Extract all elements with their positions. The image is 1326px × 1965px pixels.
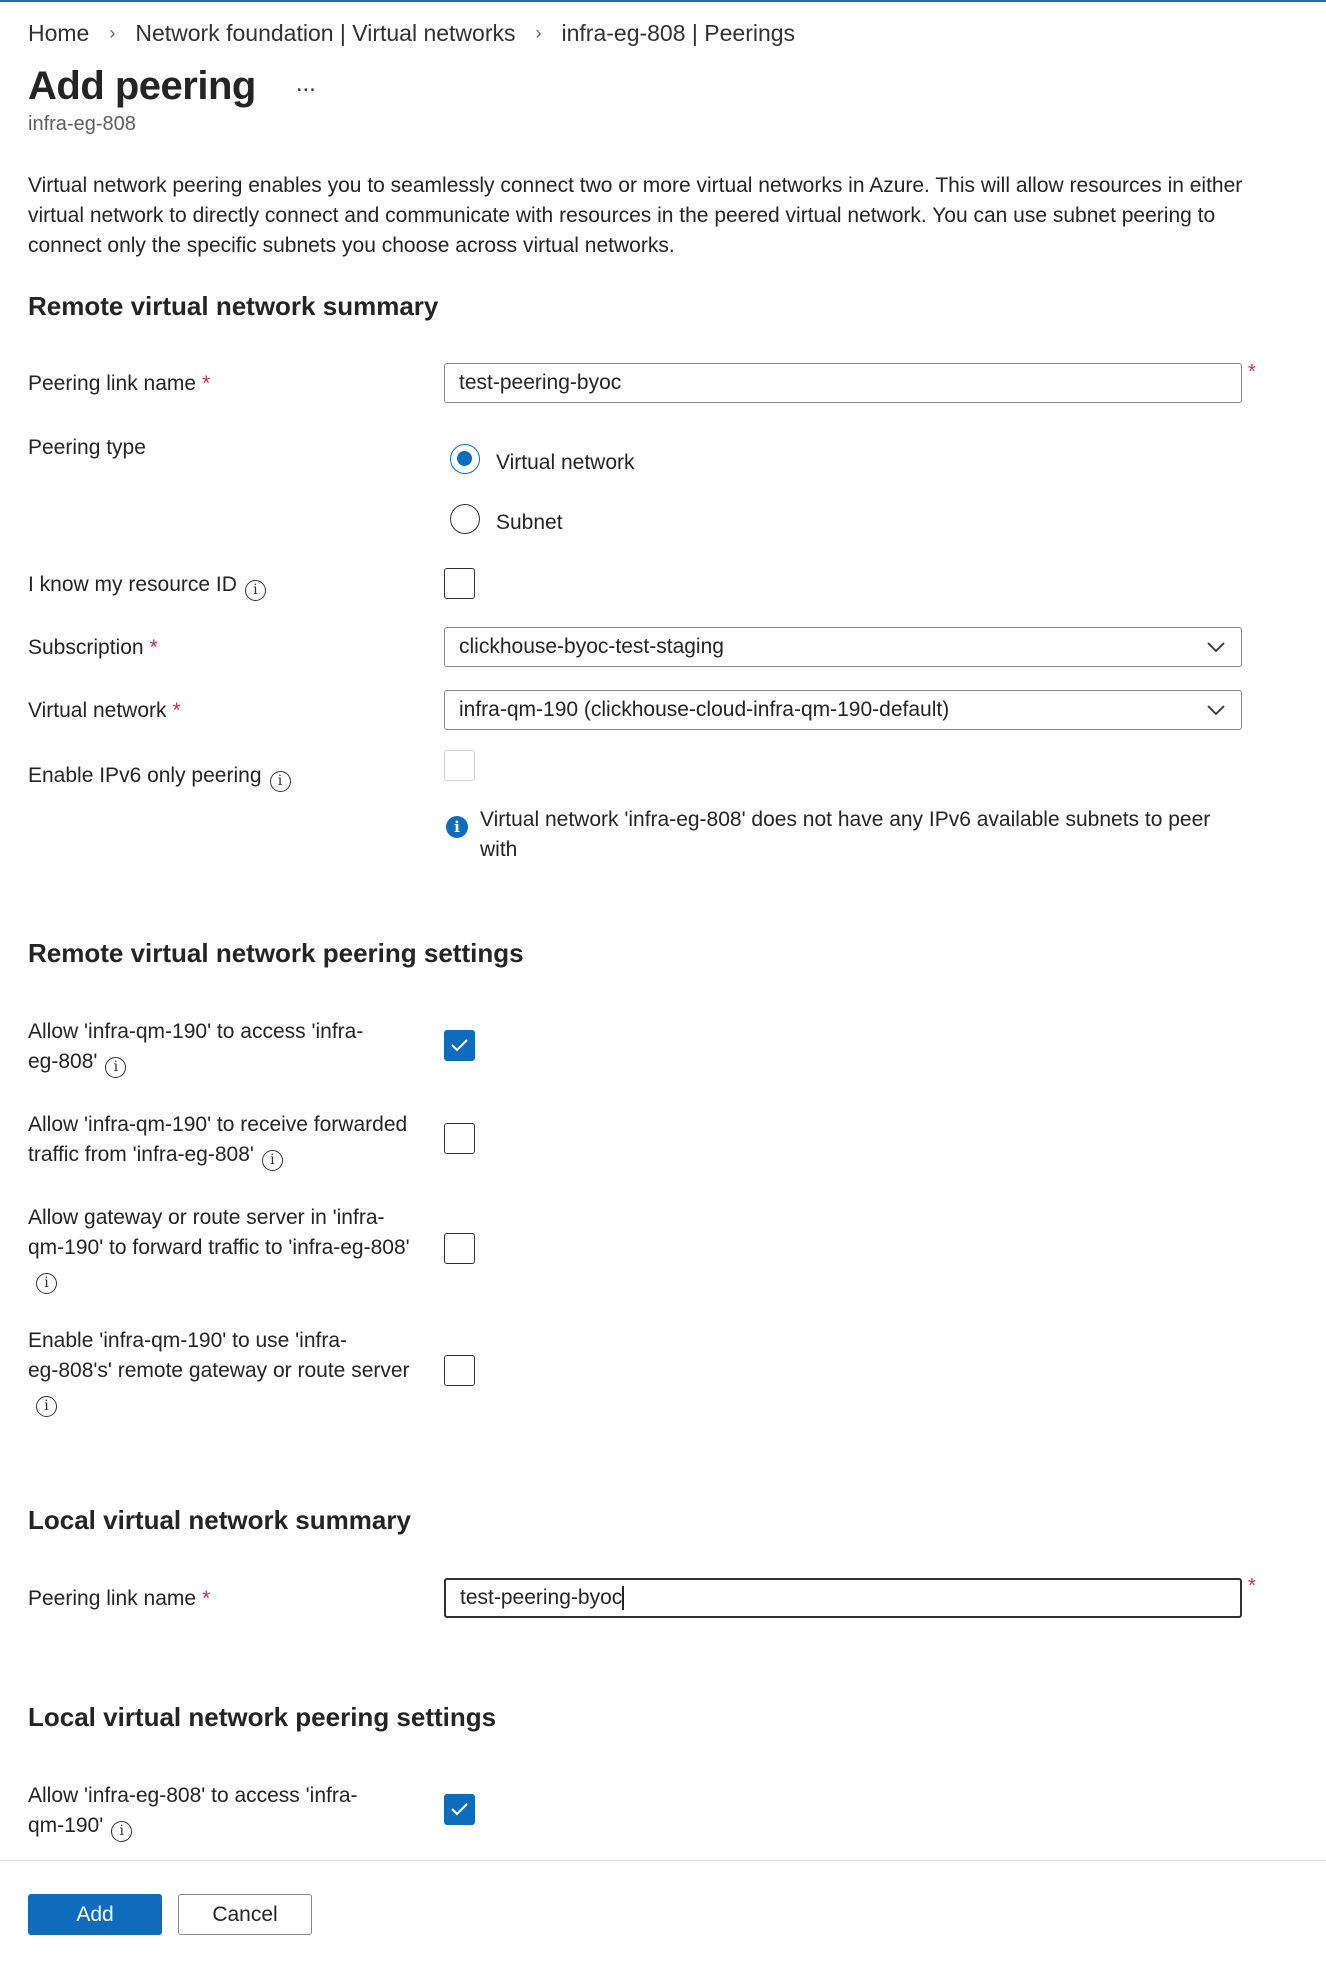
local-peering-link-label	[28, 1584, 210, 1614]
local-settings-heading: Local virtual network peering settings	[28, 1702, 497, 1732]
local-setting-1-checkbox[interactable]	[444, 1794, 475, 1825]
info-icon[interactable]: i	[36, 1273, 57, 1294]
ipv6-info-note	[446, 805, 1246, 865]
remote-setting-4-checkbox[interactable]	[444, 1355, 475, 1386]
subscription-label-text: Subscription	[28, 636, 144, 659]
local-peering-link-input[interactable]	[444, 1578, 1242, 1618]
remote-setting-2-checkbox[interactable]	[444, 1123, 475, 1154]
remote-setting-1-checkbox[interactable]	[444, 1030, 475, 1061]
local-setting-1-line2: qm-190'	[28, 1814, 104, 1837]
virtual-network-label	[28, 696, 181, 726]
info-icon[interactable]: i	[245, 580, 266, 601]
ipv6-label-text: Enable IPv6 only peering	[28, 764, 262, 787]
top-accent-line	[0, 0, 1326, 2]
breadcrumb-virtual-networks[interactable]: Network foundation | Virtual networks	[135, 19, 516, 46]
title-row	[28, 64, 316, 109]
chevron-down-icon	[1205, 636, 1227, 658]
required-marker: *	[202, 372, 211, 395]
ipv6-note-text: Virtual network 'infra-eg-808' does not have any IPv6 available subnets to peer with	[480, 808, 1211, 861]
breadcrumb	[28, 18, 795, 48]
remote-peering-link-label-text: Peering link name	[28, 372, 197, 395]
info-icon[interactable]: i	[105, 1057, 126, 1078]
radio-indicator[interactable]	[450, 504, 480, 534]
remote-setting-1-line2: eg-808'	[28, 1050, 98, 1073]
info-filled-icon: i	[446, 816, 468, 838]
info-icon[interactable]: i	[262, 1150, 283, 1171]
ipv6-label	[28, 761, 291, 792]
info-icon[interactable]: i	[111, 1821, 132, 1842]
local-setting-1-label	[28, 1781, 358, 1842]
resource-id-label	[28, 570, 266, 601]
add-button[interactable]: Add	[28, 1894, 162, 1935]
remote-setting-3-line1: Allow gateway or route server in 'infra-	[28, 1206, 385, 1229]
page-subtitle: infra-eg-808	[28, 113, 136, 135]
remote-peering-link-value: test-peering-byoc	[459, 371, 622, 394]
info-icon[interactable]: i	[36, 1396, 57, 1417]
local-summary-heading: Local virtual network summary	[28, 1505, 411, 1535]
ipv6-checkbox	[444, 750, 475, 781]
required-marker: *	[1248, 1575, 1256, 1597]
breadcrumb-home[interactable]: Home	[28, 19, 90, 46]
chevron-right-icon: ›	[109, 22, 116, 43]
required-marker: *	[149, 636, 158, 659]
remote-settings-heading: Remote virtual network peering settings	[28, 938, 524, 968]
radio-label-subnet: Subnet	[496, 511, 563, 534]
required-marker: *	[202, 1587, 211, 1610]
local-setting-1-line1: Allow 'infra-eg-808' to access 'infra-	[28, 1784, 358, 1807]
footer-divider	[0, 1860, 1326, 1861]
peering-type-radio-virtual-network[interactable]	[450, 443, 635, 475]
remote-summary-heading: Remote virtual network summary	[28, 291, 439, 321]
virtual-network-value: infra-qm-190 (clickhouse-cloud-infra-qm-190-default)	[459, 698, 950, 721]
local-peering-link-label-text: Peering link name	[28, 1587, 197, 1610]
radio-label-virtual-network: Virtual network	[496, 451, 635, 474]
breadcrumb-peerings[interactable]: infra-eg-808 | Peerings	[561, 19, 796, 46]
remote-peering-link-label	[28, 369, 210, 399]
subscription-label	[28, 633, 158, 663]
remote-peering-link-input[interactable]	[444, 363, 1242, 403]
remote-setting-1-line1: Allow 'infra-qm-190' to access 'infra-	[28, 1020, 364, 1043]
page-title: Add peering	[28, 64, 256, 108]
virtual-network-label-text: Virtual network	[28, 699, 167, 722]
remote-setting-3-checkbox[interactable]	[444, 1233, 475, 1264]
required-marker: *	[1248, 361, 1256, 383]
checkmark-icon	[450, 1801, 469, 1817]
remote-setting-3-line2: qm-190' to forward traffic to 'infra-eg-808'	[28, 1236, 410, 1259]
remote-setting-2-label	[28, 1110, 407, 1171]
remote-setting-4-label	[28, 1326, 410, 1417]
virtual-network-dropdown[interactable]	[444, 690, 1242, 730]
resource-id-checkbox[interactable]	[444, 568, 475, 599]
info-icon[interactable]: i	[270, 771, 291, 792]
remote-setting-2-line2: traffic from 'infra-eg-808'	[28, 1143, 254, 1166]
remote-setting-3-label	[28, 1203, 410, 1294]
remote-setting-4-line2: eg-808's' remote gateway or route server	[28, 1359, 410, 1382]
chevron-right-icon: ›	[535, 22, 542, 43]
peering-type-label: Peering type	[28, 436, 146, 459]
chevron-down-icon	[1205, 699, 1227, 721]
cancel-button[interactable]: Cancel	[178, 1894, 312, 1935]
remote-setting-4-line1: Enable 'infra-qm-190' to use 'infra-	[28, 1329, 348, 1352]
text-cursor	[622, 1586, 624, 1610]
required-marker: *	[172, 699, 181, 722]
resource-id-label-text: I know my resource ID	[28, 573, 237, 596]
remote-setting-2-line1: Allow 'infra-qm-190' to receive forwarded	[28, 1113, 408, 1136]
intro-text: Virtual network peering enables you to seamlessly connect two or more virtual networks in Azure. This will allow resources in either virtual network to directly connect and communicate with resources in the peered virtual network. You can use subnet peering to connect only the specific subnets you choose across virtual networks.	[28, 174, 1243, 257]
more-options-icon[interactable]: ...	[295, 69, 316, 97]
peering-type-radio-subnet[interactable]	[450, 503, 563, 535]
subscription-value: clickhouse-byoc-test-staging	[459, 635, 724, 658]
local-peering-link-value: test-peering-byoc	[460, 1586, 623, 1609]
checkmark-icon	[450, 1037, 469, 1053]
radio-selected-indicator[interactable]	[450, 444, 480, 474]
remote-setting-1-label	[28, 1017, 363, 1078]
subscription-dropdown[interactable]	[444, 627, 1242, 667]
